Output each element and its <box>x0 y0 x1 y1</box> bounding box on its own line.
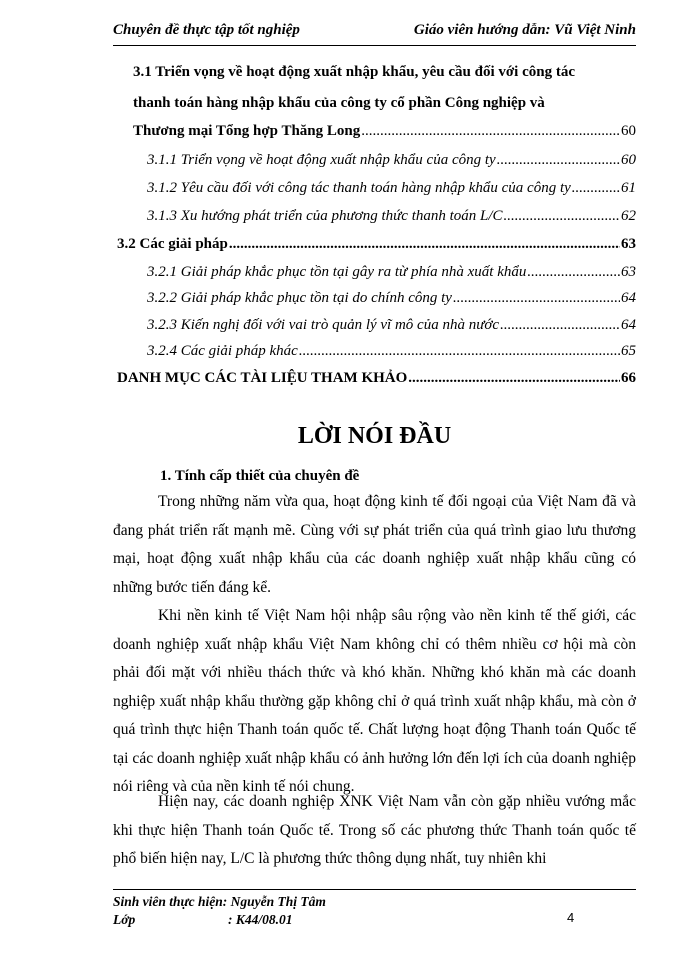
toc-entry-3-1-3[interactable] <box>147 206 636 226</box>
toc-entry-3-1[interactable] <box>133 121 636 141</box>
toc-entry-3-2-1[interactable] <box>147 262 636 282</box>
toc-entry-text: 3.1.1 Triển vọng về hoạt động xuất nhập khẩu của công ty <box>147 152 496 168</box>
page-footer <box>113 893 326 929</box>
toc-entry-text: DANH MỤC CÁC TÀI LIỆU THAM KHẢO <box>117 370 408 386</box>
toc-leader-dots <box>408 368 620 388</box>
body-paragraph-3: Hiện nay, các doanh nghiệp XNK Việt Nam vẫn còn gặp nhiều vướng mắc khi thực hiện Thanh toán Quốc tế. Trong số các phương thức Thanh toán quốc tế phổ biến hiện nay, L/C là phương thức thông dụng nhất, tuy nhiên khi <box>113 793 636 867</box>
header-left-text: Chuyên đề thực tập tốt nghiệp <box>113 22 300 38</box>
toc-entry-references[interactable] <box>117 368 636 388</box>
toc-page-number: 64 <box>621 317 636 333</box>
toc-entry-text: 3.2.2 Giải pháp khắc phục tồn tại do chính công ty <box>147 290 452 306</box>
toc-leader-dots <box>572 178 620 198</box>
toc-3-1-line3: Thương mại Tổng hợp Thăng Long <box>133 123 361 139</box>
toc-leader-dots <box>527 262 620 282</box>
toc-page-number: 60 <box>621 123 636 139</box>
toc-page-number: 63 <box>621 236 636 252</box>
toc-entry-text: 3.1.3 Xu hướng phát triển của phương thức thanh toán L/C <box>147 208 503 224</box>
toc-entry-text: 3.2.1 Giải pháp khắc phục tồn tại gây ra từ phía nhà xuất khẩu <box>147 264 527 280</box>
toc-page-number: 62 <box>621 208 636 224</box>
toc-leader-dots <box>453 288 620 308</box>
section-heading: 1. Tính cấp thiết của chuyên đề <box>160 468 360 484</box>
toc-entry-3-2-2[interactable] <box>147 288 636 308</box>
toc-entry-3-2[interactable] <box>117 234 636 254</box>
footer-student: Sinh viên thực hiện: Nguyễn Thị Tâm <box>113 894 326 909</box>
toc-entry-3-1-2[interactable] <box>147 178 636 198</box>
toc-leader-dots <box>504 206 620 226</box>
header-rule <box>113 45 636 46</box>
toc-leader-dots <box>497 150 620 170</box>
toc-entry-3-2-3[interactable] <box>147 315 636 335</box>
toc-page-number: 65 <box>621 343 636 359</box>
toc-page-number: 66 <box>621 370 636 386</box>
toc-leader-dots <box>229 234 620 254</box>
toc-entry-text: 3.2.3 Kiến nghị đối với vai trò quản lý vĩ mô của nhà nước <box>147 317 500 333</box>
toc-entry-3-2-4[interactable] <box>147 341 636 361</box>
toc-page-number: 64 <box>621 290 636 306</box>
header-right-text: Giáo viên hướng dẫn: Vũ Việt Ninh <box>413 22 636 38</box>
toc-entry-text: 3.2.4 Các giải pháp khác <box>147 343 298 359</box>
toc-page-number: 61 <box>621 180 636 196</box>
footer-class-value: : K44/08.01 <box>228 912 293 927</box>
toc-entry-3-1-1[interactable] <box>147 150 636 170</box>
footer-rule <box>113 889 636 890</box>
toc-entry-text: 3.1.2 Yêu cầu đối với công tác thanh toán hàng nhập khẩu của công ty <box>147 180 571 196</box>
toc-3-1-line1[interactable]: 3.1 Triển vọng về hoạt động xuất nhập khẩu, yêu cầu đối với công tác <box>133 64 575 80</box>
footer-class-label: Lớp <box>113 912 136 927</box>
toc-page-number: 63 <box>621 264 636 280</box>
page-number: 4 <box>567 910 575 925</box>
toc-page-number: 60 <box>621 152 636 168</box>
toc-leader-dots <box>361 121 620 141</box>
body-paragraph-1: Trong những năm vừa qua, hoạt động kinh tế đối ngoại của Việt Nam đã và đang phát triển rất mạnh mẽ. Cùng với sự phát triển của quá trình giao lưu thương mại, hoạt động xuất nhập khẩu của các doanh nghiệp xuất nhập khẩu cũng có những bước tiến đáng kể. <box>113 493 636 596</box>
toc-leader-dots <box>500 315 620 335</box>
body-paragraph-2: Khi nền kinh tế Việt Nam hội nhập sâu rộng vào nền kinh tế thế giới, các doanh nghiệp xuất nhập khẩu Việt Nam không chỉ có thêm nhiều cơ hội mà còn phải đối mặt với nhiều thách thức và khó khăn. Những khó khăn mà các doanh nghiệp xuất nhập khẩu thường gặp không chỉ ở quá trình xuất nhập khẩu, mà còn ở quá trình thực hiện Thanh toán quốc tế. Chất lượng hoạt động Thanh toán Quốc tế tại các doanh nghiệp xuất nhập khẩu có ảnh hưởng lớn đến lợi ích của doanh nghiệp nói riêng và của nền kinh tế nói chung. <box>113 607 636 795</box>
toc-entry-text: 3.2 Các giải pháp <box>117 236 228 252</box>
toc-leader-dots <box>299 341 620 361</box>
toc-3-1-line2[interactable]: thanh toán hàng nhập khẩu của công ty cổ phần Công nghiệp và <box>133 95 545 111</box>
page-header <box>113 22 636 39</box>
page-title: LỜI NÓI ĐẦU <box>297 423 452 449</box>
